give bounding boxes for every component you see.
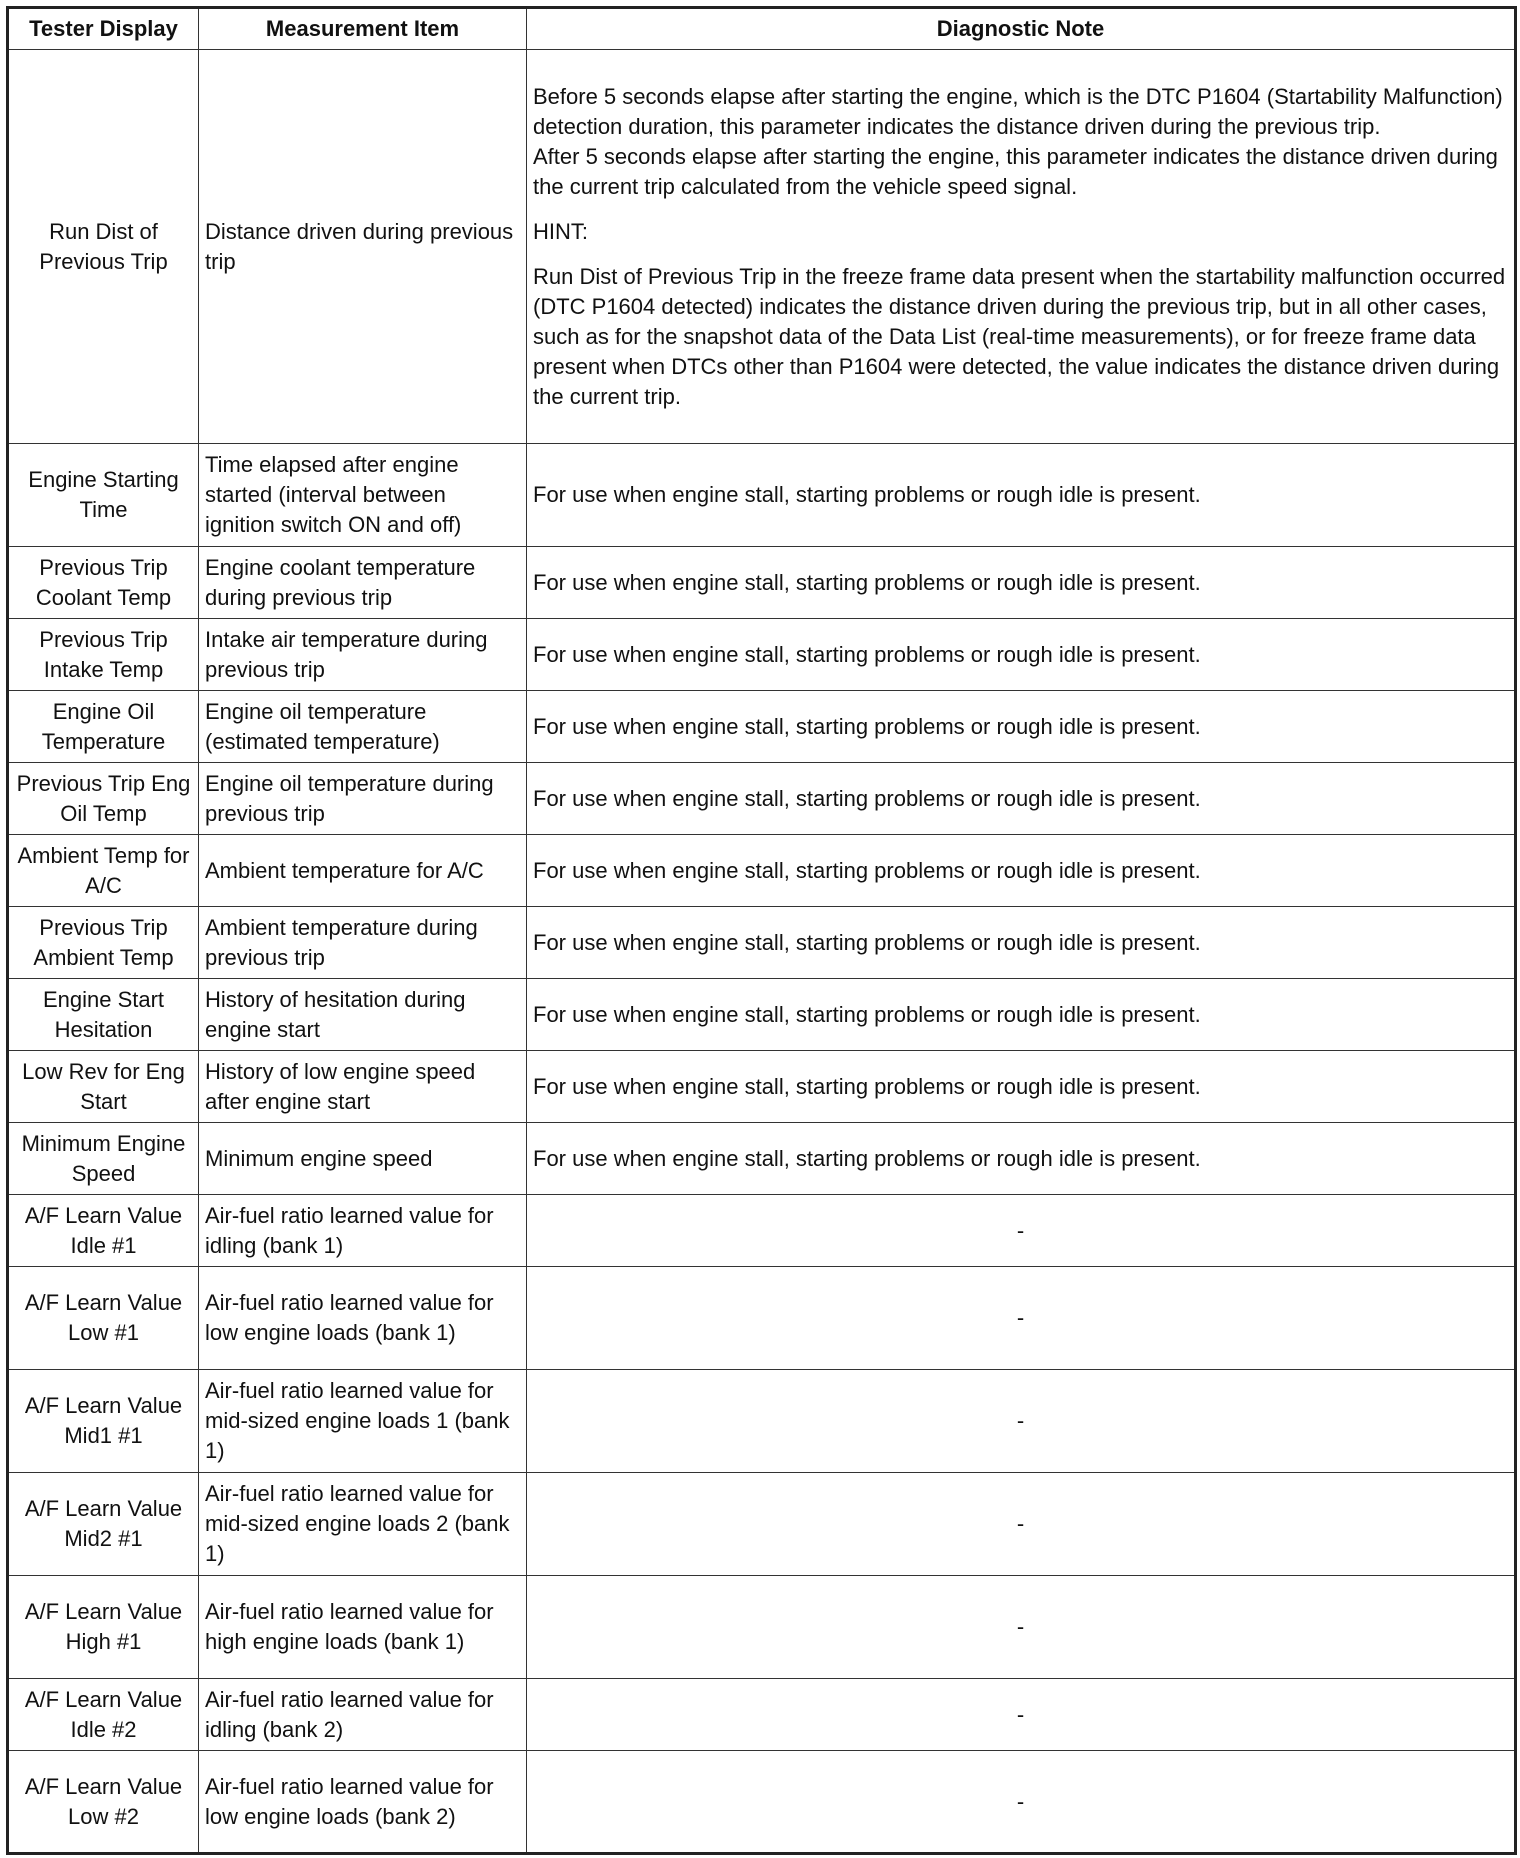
table-row [8, 763, 1516, 835]
table-row [8, 907, 1516, 979]
tester-display-cell: Engine Start Hesitation [8, 979, 199, 1051]
table-row [8, 979, 1516, 1051]
diagnostic-note-cell: For use when engine stall, starting problems or rough idle is present. [527, 619, 1516, 691]
measurement-item-cell: Engine oil temperature (estimated temperature) [199, 691, 527, 763]
tester-display-cell: Low Rev for Eng Start [8, 1051, 199, 1123]
diagnostic-note-cell: For use when engine stall, starting problems or rough idle is present. [527, 1123, 1516, 1195]
header-row [8, 8, 1516, 50]
diagnostic-note-cell: For use when engine stall, starting problems or rough idle is present. [527, 547, 1516, 619]
measurement-item-cell: History of low engine speed after engine start [199, 1051, 527, 1123]
diagnostic-note-cell: For use when engine stall, starting problems or rough idle is present. [527, 1051, 1516, 1123]
data-list-table [6, 6, 1517, 1855]
diagnostic-note-cell: For use when engine stall, starting problems or rough idle is present. [527, 763, 1516, 835]
hint-label: HINT: [533, 218, 588, 244]
measurement-item-cell: Minimum engine speed [199, 1123, 527, 1195]
diagnostic-note-cell: - [527, 1473, 1516, 1576]
table-row [8, 1123, 1516, 1195]
tester-display-cell: Engine Starting Time [8, 444, 199, 547]
tester-display-cell: A/F Learn Value High #1 [8, 1576, 199, 1679]
header-diagnostic-note: Diagnostic Note [527, 8, 1516, 50]
measurement-item-cell: Air-fuel ratio learned value for mid-sized engine loads 1 (bank 1) [199, 1370, 527, 1473]
table-row [8, 1267, 1516, 1370]
table-row [8, 444, 1516, 547]
note-paragraph: After 5 seconds elapse after starting the engine, this parameter indicates the distance driven during the current trip calculated from the vehicle speed signal. [533, 143, 1498, 199]
table-row [8, 835, 1516, 907]
measurement-item-cell: Air-fuel ratio learned value for low engine loads (bank 1) [199, 1267, 527, 1370]
note-paragraph: Before 5 seconds elapse after starting the engine, which is the DTC P1604 (Startability Malfunction) detection duration, this parameter indicates the distance driven during the previous trip. [533, 83, 1503, 139]
diagnostic-note-cell: For use when engine stall, starting problems or rough idle is present. [527, 444, 1516, 547]
measurement-item-cell: Ambient temperature for A/C [199, 835, 527, 907]
tester-display-cell: Previous Trip Ambient Temp [8, 907, 199, 979]
tester-display-cell: Previous Trip Coolant Temp [8, 547, 199, 619]
table-row [8, 1051, 1516, 1123]
tester-display-cell: Previous Trip Eng Oil Temp [8, 763, 199, 835]
tester-display-cell: A/F Learn Value Low #1 [8, 1267, 199, 1370]
diagnostic-note-cell: For use when engine stall, starting problems or rough idle is present. [527, 979, 1516, 1051]
measurement-item-cell: Air-fuel ratio learned value for low engine loads (bank 2) [199, 1751, 527, 1854]
table-row [8, 1195, 1516, 1267]
table-row [8, 1751, 1516, 1854]
tester-display-cell: A/F Learn Value Mid1 #1 [8, 1370, 199, 1473]
measurement-item-cell: Engine oil temperature during previous trip [199, 763, 527, 835]
table-row [8, 619, 1516, 691]
table-row [8, 1576, 1516, 1679]
measurement-item-cell: Time elapsed after engine started (interval between ignition switch ON and off) [199, 444, 527, 547]
tester-display-cell: A/F Learn Value Idle #2 [8, 1679, 199, 1751]
tester-display-cell: A/F Learn Value Idle #1 [8, 1195, 199, 1267]
measurement-item-cell: Ambient temperature during previous trip [199, 907, 527, 979]
table-row [8, 50, 1516, 444]
tester-display-cell: Ambient Temp for A/C [8, 835, 199, 907]
measurement-item-cell: Air-fuel ratio learned value for idling (bank 1) [199, 1195, 527, 1267]
header-measurement-item: Measurement Item [199, 8, 527, 50]
table-row [8, 1370, 1516, 1473]
tester-display-cell: A/F Learn Value Mid2 #1 [8, 1473, 199, 1576]
tester-display-cell: Engine Oil Temperature [8, 691, 199, 763]
measurement-item-cell: Air-fuel ratio learned value for mid-sized engine loads 2 (bank 1) [199, 1473, 527, 1576]
diagnostic-note-cell: - [527, 1195, 1516, 1267]
hint-text: Run Dist of Previous Trip in the freeze frame data present when the startability malfunction occurred (DTC P1604 detected) indicates the distance driven during the previous trip, but in all other cases, such as for the snapshot data of the Data List (real-time measurements), or for freeze frame data present when DTCs other than P1604 were detected, the value indicates the distance driven during the current trip. [533, 263, 1506, 409]
diagnostic-note-cell: For use when engine stall, starting problems or rough idle is present. [527, 835, 1516, 907]
measurement-item-cell: History of hesitation during engine start [199, 979, 527, 1051]
diagnostic-note-cell: For use when engine stall, starting problems or rough idle is present. [527, 907, 1516, 979]
diagnostic-note-cell: - [527, 1370, 1516, 1473]
measurement-item-cell: Distance driven during previous trip [199, 50, 527, 444]
table-row [8, 547, 1516, 619]
measurement-item-cell: Air-fuel ratio learned value for high engine loads (bank 1) [199, 1576, 527, 1679]
measurement-item-cell: Engine coolant temperature during previous trip [199, 547, 527, 619]
header-tester-display: Tester Display [8, 8, 199, 50]
tester-display-cell: Minimum Engine Speed [8, 1123, 199, 1195]
measurement-item-cell: Intake air temperature during previous trip [199, 619, 527, 691]
diagnostic-note-cell: For use when engine stall, starting problems or rough idle is present. [527, 691, 1516, 763]
diagnostic-note-cell: - [527, 1576, 1516, 1679]
measurement-item-cell: Air-fuel ratio learned value for idling (bank 2) [199, 1679, 527, 1751]
diagnostic-note-cell: - [527, 1679, 1516, 1751]
table-row [8, 1473, 1516, 1576]
table-row [8, 691, 1516, 763]
tester-display-cell: Previous Trip Intake Temp [8, 619, 199, 691]
diagnostic-note-cell: - [527, 1267, 1516, 1370]
diagnostic-note-cell [527, 50, 1516, 444]
diagnostic-note-cell: - [527, 1751, 1516, 1854]
table-row [8, 1679, 1516, 1751]
tester-display-cell: Run Dist of Previous Trip [8, 50, 199, 444]
tester-display-cell: A/F Learn Value Low #2 [8, 1751, 199, 1854]
